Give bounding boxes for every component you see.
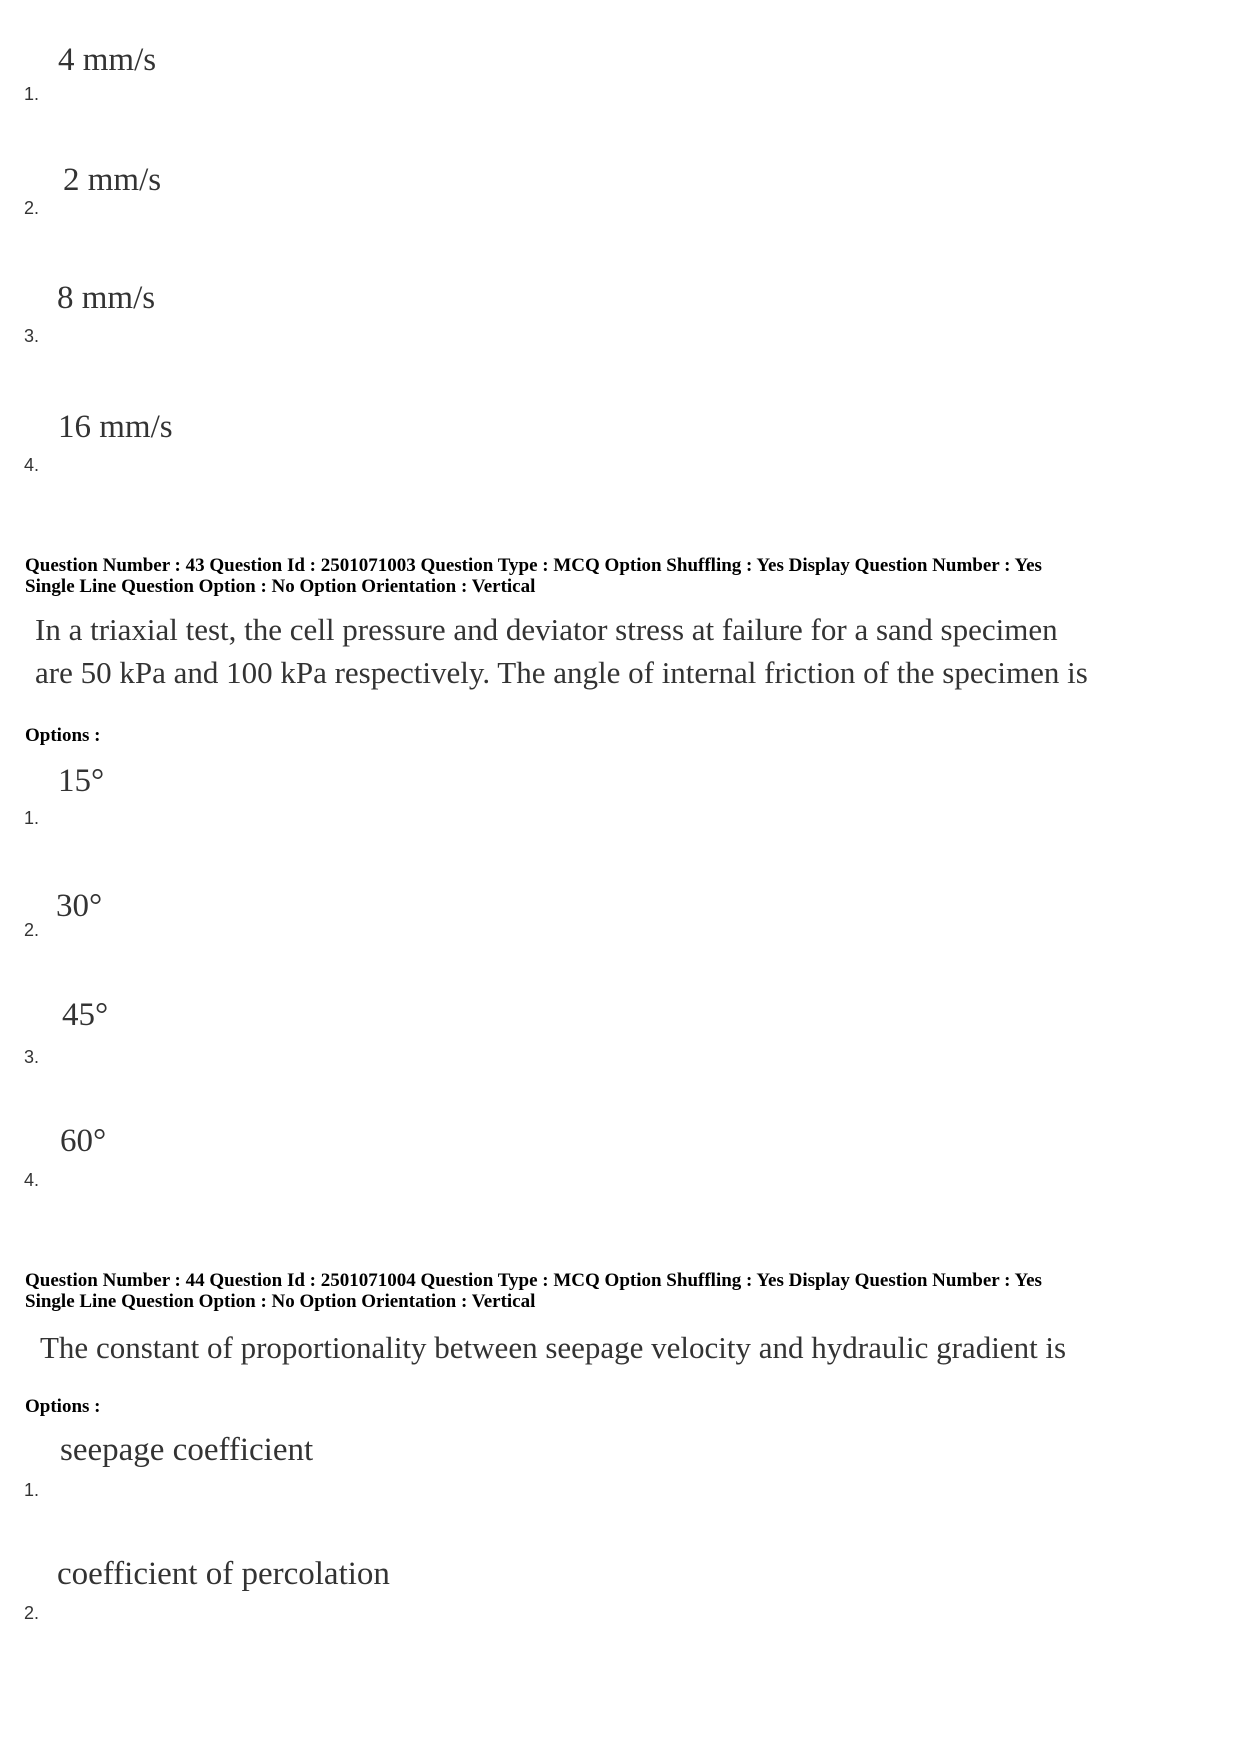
option-value[interactable]: 2 mm/s — [63, 162, 162, 198]
question-text-line1: The constant of proportionality between seepage velocity and hydraulic gradient is — [40, 1330, 1067, 1365]
option-value[interactable]: coefficient of percolation — [57, 1556, 390, 1592]
option-number: 2. — [24, 1603, 40, 1623]
question-meta-line1: Question Number : 44 Question Id : 2501071004 Question Type : MCQ Option Shuffling : Yes Display Question Number : Yes — [25, 1270, 1042, 1291]
option-value[interactable]: 30° — [56, 888, 103, 924]
option-number: 1. — [24, 84, 40, 104]
option-value[interactable]: 15° — [58, 763, 105, 799]
option-number: 4. — [24, 1170, 40, 1190]
question-text-line2: are 50 kPa and 100 kPa respectively. The angle of internal friction of the specimen is — [35, 655, 1088, 690]
option-number: 1. — [24, 808, 40, 828]
option-number: 2. — [24, 920, 40, 940]
option-value[interactable]: 16 mm/s — [58, 409, 173, 445]
options-label: Options : — [25, 1396, 101, 1417]
option-value[interactable]: 4 mm/s — [58, 42, 157, 78]
option-value[interactable]: 45° — [62, 997, 109, 1033]
option-number: 4. — [24, 455, 40, 475]
options-label: Options : — [25, 725, 101, 746]
option-number: 2. — [24, 198, 40, 218]
option-number: 1. — [24, 1480, 40, 1500]
option-number: 3. — [24, 1047, 40, 1067]
option-number: 3. — [24, 326, 40, 346]
question-meta-line2: Single Line Question Option : No Option Orientation : Vertical — [25, 1291, 536, 1312]
option-value[interactable]: seepage coefficient — [60, 1432, 314, 1468]
question-text-line1: In a triaxial test, the cell pressure and deviator stress at failure for a sand specimen — [35, 612, 1058, 647]
question-meta-line2: Single Line Question Option : No Option Orientation : Vertical — [25, 576, 536, 597]
option-value[interactable]: 8 mm/s — [57, 280, 156, 316]
question-meta-line1: Question Number : 43 Question Id : 2501071003 Question Type : MCQ Option Shuffling : Yes Display Question Number : Yes — [25, 555, 1042, 576]
option-value[interactable]: 60° — [60, 1123, 107, 1159]
